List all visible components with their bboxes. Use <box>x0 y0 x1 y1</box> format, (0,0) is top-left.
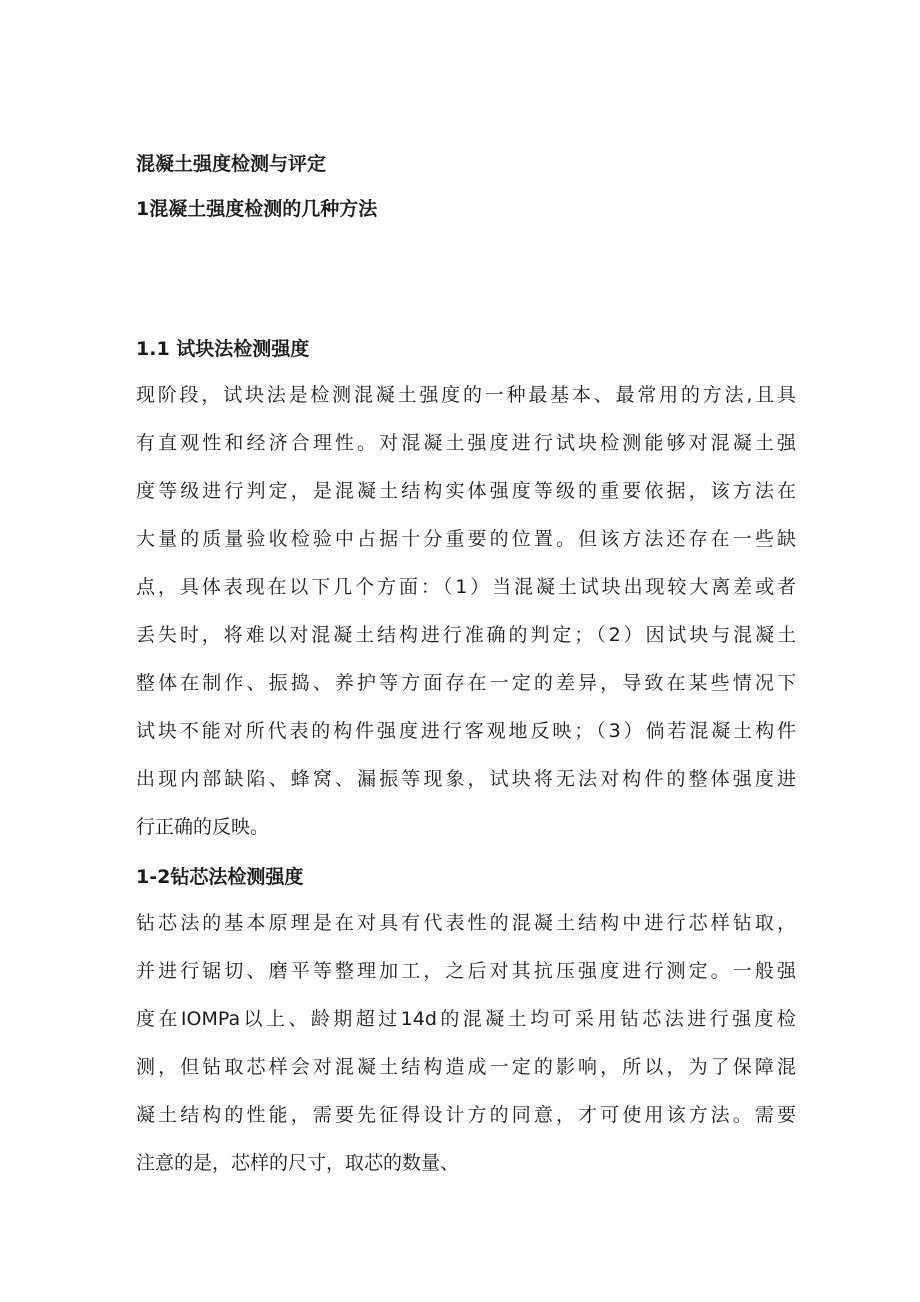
paragraph-line: 凝土结构的性能，需要先征得设计方的同意，才可使用该方法。需要 <box>136 1104 796 1126</box>
document-title: 混凝土强度检测与评定 <box>136 153 327 175</box>
section-1-heading: 1混凝土强度检测的几种方法 <box>136 198 378 220</box>
paragraph-line: 行正确的反映。 <box>136 816 270 838</box>
paragraph-line: 大量的质量验收检验中占据十分重要的位置。但该方法还存在一些缺 <box>136 528 796 550</box>
paragraph-line: 现阶段，试块法是检测混凝土强度的一种最基本、最常用的方法,且具 <box>136 384 796 406</box>
paragraph-line: 度在IOMPa以上、龄期超过14d的混凝土均可采用钻芯法进行强度检 <box>136 1008 796 1030</box>
section-1-1-heading: 1.1 试块法检测强度 <box>136 338 310 360</box>
paragraph-line: 点，具体表现在以下几个方面：（1）当混凝土试块出现较大离差或者 <box>136 576 796 598</box>
paragraph-line: 注意的是，芯样的尺寸，取芯的数量、 <box>136 1152 460 1174</box>
paragraph-line: 有直观性和经济合理性。对混凝土强度进行试块检测能够对混凝土强 <box>136 432 796 454</box>
section-1-1-paragraph <box>136 371 796 851</box>
paragraph-line: 度等级进行判定，是混凝土结构实体强度等级的重要依据，该方法在 <box>136 480 796 502</box>
paragraph-line: 出现内部缺陷、蜂窝、漏振等现象，试块将无法对构件的整体强度进 <box>136 768 796 790</box>
paragraph-line: 测，但钻取芯样会对混凝土结构造成一定的影响，所以，为了保障混 <box>136 1056 796 1078</box>
paragraph-line: 整体在制作、振捣、养护等方面存在一定的差异，导致在某些情况下 <box>136 672 796 694</box>
paragraph-line: 试块不能对所代表的构件强度进行客观地反映；（3）倘若混凝土构件 <box>136 720 796 742</box>
paragraph-line: 并进行锯切、磨平等整理加工，之后对其抗压强度进行测定。一般强 <box>136 960 796 982</box>
section-1-2-paragraph <box>136 899 796 1187</box>
paragraph-line: 钻芯法的基本原理是在对具有代表性的混凝土结构中进行芯样钻取， <box>136 912 796 934</box>
section-1-2-heading: 1-2钻芯法检测强度 <box>136 866 304 888</box>
paragraph-line: 丢失时，将难以对混凝土结构进行准确的判定；（2）因试块与混凝土 <box>136 624 796 646</box>
